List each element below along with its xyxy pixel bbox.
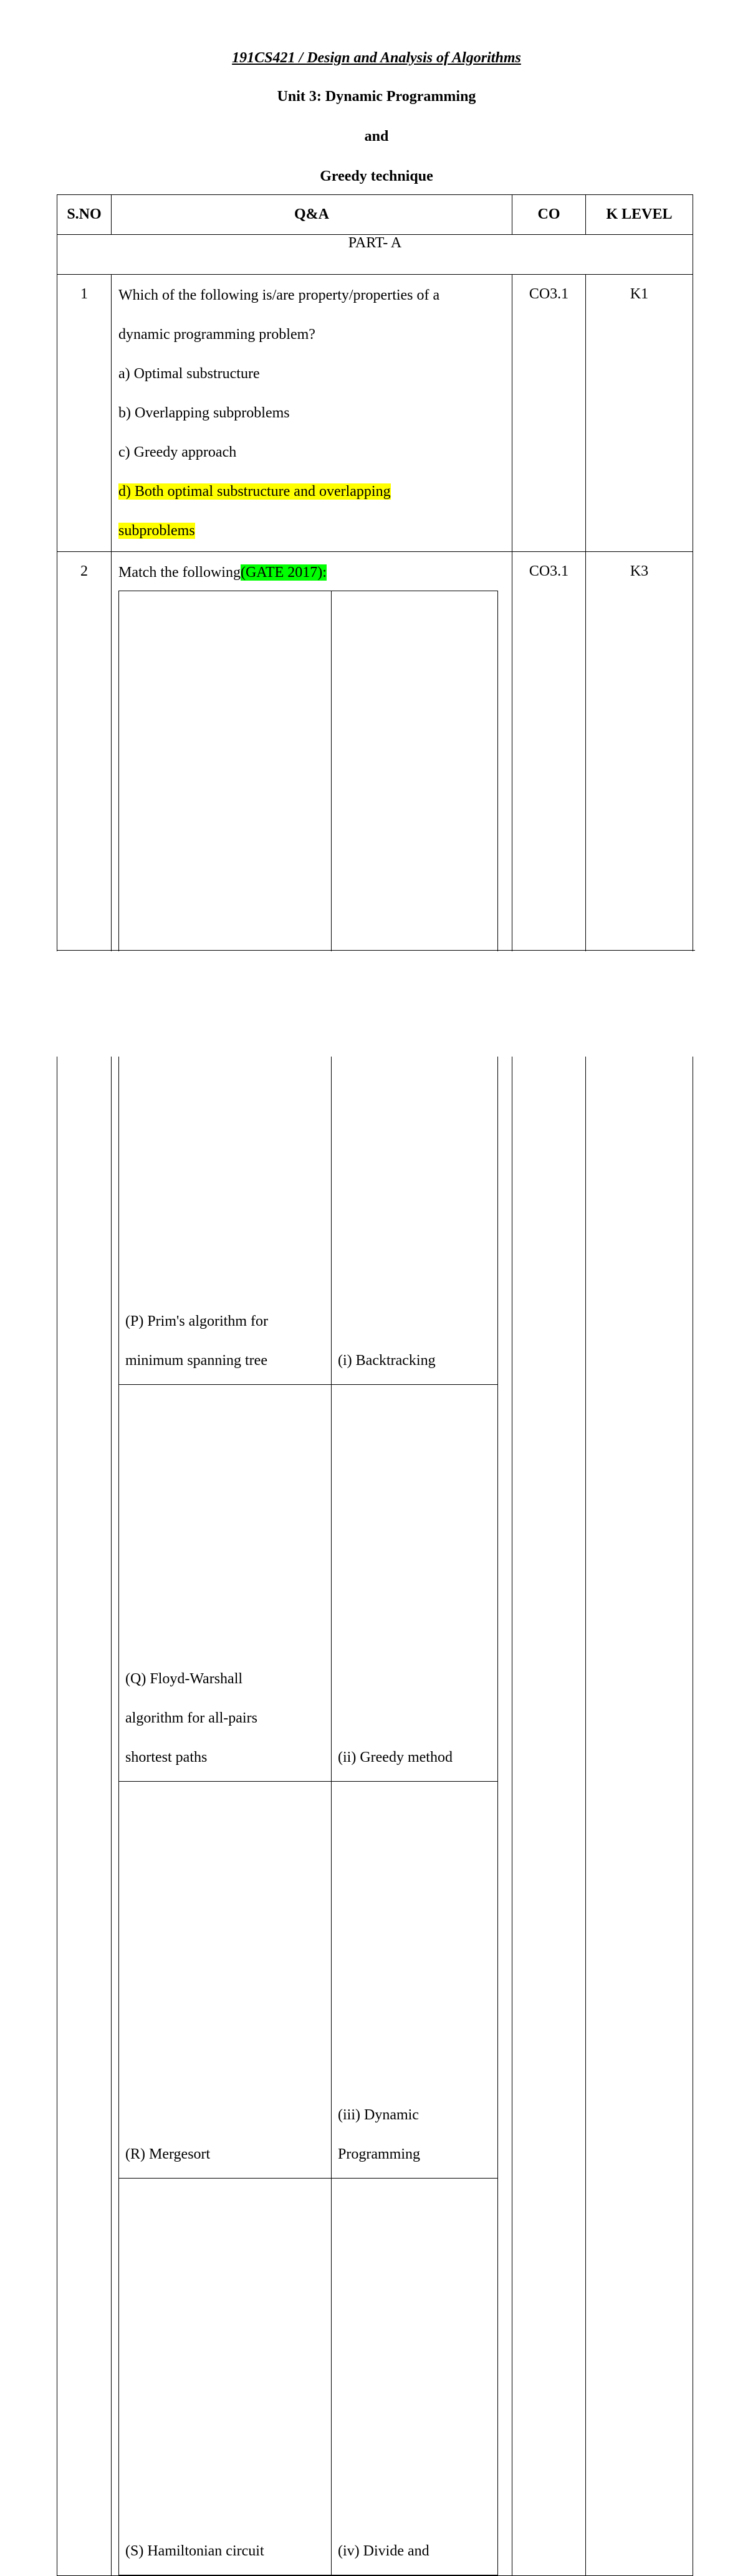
source-highlight: (GATE 2017): <box>240 564 327 581</box>
match-row <box>119 2179 498 2575</box>
topic-title: Greedy technique <box>320 168 433 184</box>
co-cell <box>512 552 586 2576</box>
match-row <box>119 1385 498 1782</box>
k-level-cell <box>586 275 693 552</box>
match-right-cell: (i) Backtracking <box>332 988 498 1385</box>
k-level-value: K1 <box>630 286 649 302</box>
question-number-text: 2 <box>80 563 88 579</box>
question-cell <box>112 552 512 2576</box>
match-right-cell: (iv) Divide and <box>332 2179 498 2575</box>
match-header-list1 <box>119 591 332 988</box>
match-left-text-cont2: shortest paths <box>125 1749 208 1766</box>
title-conjunction: and <box>364 128 389 145</box>
match-left-cell: (S) Hamiltonian circuit <box>119 2179 332 2575</box>
question-number <box>57 275 112 552</box>
question-text-cont: dynamic programming problem? <box>118 326 315 343</box>
table-row <box>57 552 693 2576</box>
option-d-answer <box>118 482 507 501</box>
co-value: CO3.1 <box>529 563 569 579</box>
column-header-qa: Q&A <box>112 195 512 235</box>
question-text <box>118 563 506 582</box>
match-right-cell <box>332 1782 498 2179</box>
question-table <box>57 194 693 2576</box>
match-right-text: (iii) Dynamic <box>338 2107 419 2123</box>
match-left-cell: (R) Mergesort <box>119 1782 332 2179</box>
match-left-text: (Q) Floyd-Warshall <box>125 1671 243 1687</box>
match-left-text-cont: algorithm for all-pairs <box>125 1710 257 1726</box>
match-left-text: (P) Prim's algorithm for <box>125 1313 268 1329</box>
course-title: 191CS421 / Design and Analysis of Algorithms <box>232 50 521 66</box>
unit-title: Unit 3: Dynamic Programming <box>277 88 476 105</box>
table-bottom-border <box>57 950 695 951</box>
option-b: b) Overlapping subproblems <box>118 405 290 421</box>
k-level-value: K3 <box>630 563 649 579</box>
match-header-list2 <box>332 591 498 988</box>
match-right-text-cont: Programming <box>338 2146 420 2162</box>
match-left-text-cont: minimum spanning tree <box>125 1352 267 1369</box>
question-number-text: 1 <box>80 286 88 302</box>
part-label: PART- A <box>57 235 693 275</box>
column-header-co: CO <box>512 195 586 235</box>
match-right-cell: (ii) Greedy method <box>332 1385 498 1782</box>
question-number <box>57 552 112 2576</box>
co-value: CO3.1 <box>529 286 569 302</box>
option-c: c) Greedy approach <box>118 444 237 460</box>
question-cell <box>112 275 512 552</box>
option-a: a) Optimal substructure <box>118 366 260 382</box>
option-d-answer-cont <box>118 521 507 540</box>
co-cell <box>512 275 586 552</box>
k-level-cell <box>586 552 693 2576</box>
match-question-text: Match the following <box>118 564 241 581</box>
question-text: Which of the following is/are property/properties of a <box>118 287 440 303</box>
column-header-sno: S.NO <box>57 195 112 235</box>
match-header-row <box>119 591 498 988</box>
answer-highlight-cont: subproblems <box>118 523 195 539</box>
column-header-k-level: K LEVEL <box>586 195 693 235</box>
page-bottom-margin <box>0 951 748 1057</box>
match-row <box>119 1782 498 2179</box>
part-row <box>57 235 693 275</box>
table-header-row <box>57 195 693 235</box>
answer-highlight: d) Both optimal substructure and overlapping <box>118 483 391 500</box>
match-left-cell <box>119 1385 332 1782</box>
table-row <box>57 275 693 552</box>
match-table <box>118 591 498 2575</box>
